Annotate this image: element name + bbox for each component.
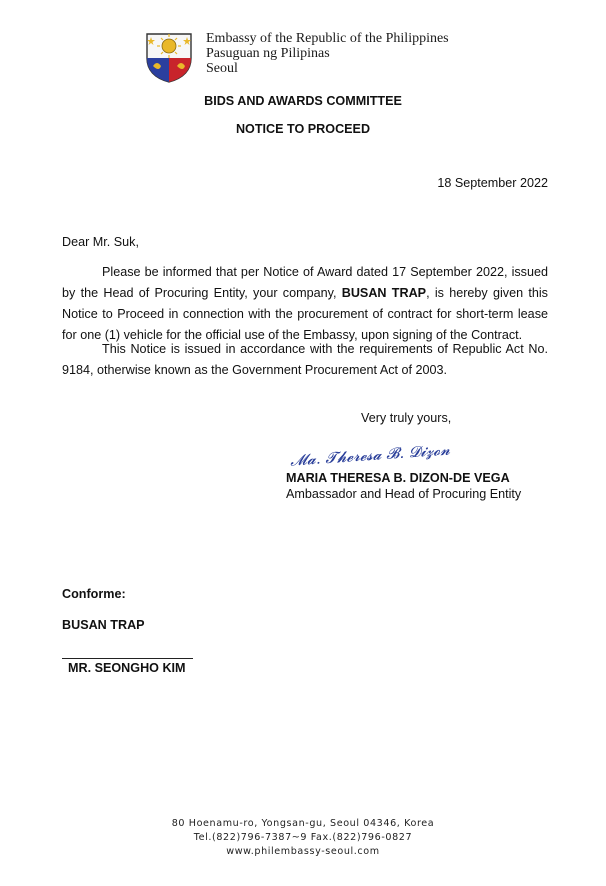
signatory-name: MARIA THERESA B. DIZON-DE VEGA bbox=[286, 471, 510, 485]
body-text: This Notice is issued in accordance with the requirements of Republic Act No. 9184, otherwise known as the Government Procurement Act of 2003. bbox=[62, 342, 548, 377]
embassy-name-filipino: Pasuguan ng Pilipinas bbox=[206, 46, 330, 61]
salutation: Dear Mr. Suk, bbox=[62, 235, 139, 249]
footer-address: 80 Hoenamu-ro, Yongsan-gu, Seoul 04346, Korea bbox=[171, 818, 435, 829]
body-paragraph-2 bbox=[62, 339, 548, 381]
committee-heading: BIDS AND AWARDS COMMITTEE bbox=[204, 94, 402, 108]
notice-title: NOTICE TO PROCEED bbox=[235, 122, 371, 136]
closing: Very truly yours, bbox=[361, 411, 452, 425]
conforme-label: Conforme: bbox=[62, 587, 126, 601]
signatory-title: Ambassador and Head of Procuring Entity bbox=[286, 487, 522, 501]
footer-website: www.philembassy-seoul.com bbox=[226, 846, 380, 857]
handwritten-signature: 𝓜𝓪. 𝓣𝓱𝓮𝓻𝓮𝓼𝓪 𝓑. 𝓓𝓲𝔃𝓸𝓷 bbox=[289, 440, 451, 470]
conforme-name: MR. SEONGHO KIM bbox=[68, 661, 186, 675]
footer-phone: Tel.(822)796-7387~9 Fax.(822)796-0827 bbox=[193, 832, 413, 843]
philippine-coat-of-arms-icon bbox=[141, 28, 197, 84]
embassy-city: Seoul bbox=[206, 61, 238, 76]
signature-line bbox=[62, 658, 193, 659]
company-name: BUSAN TRAP bbox=[341, 286, 427, 300]
body-paragraph-1 bbox=[62, 262, 548, 346]
body-text: , is hereby given this Notice to Proceed in connection with the procurement of contract for short-term lease for one (1) vehicle for the official use of the Embassy, upon signing of the Contract. bbox=[62, 286, 548, 342]
embassy-name: Embassy of the Republic of the Philippines bbox=[206, 31, 449, 46]
conforme-company: BUSAN TRAP bbox=[62, 618, 145, 632]
letter-date: 18 September 2022 bbox=[437, 176, 548, 190]
body-text: Please be informed that per Notice of Award dated 17 September 2022, issued by the Head of Procuring Entity, your company, bbox=[62, 265, 548, 300]
